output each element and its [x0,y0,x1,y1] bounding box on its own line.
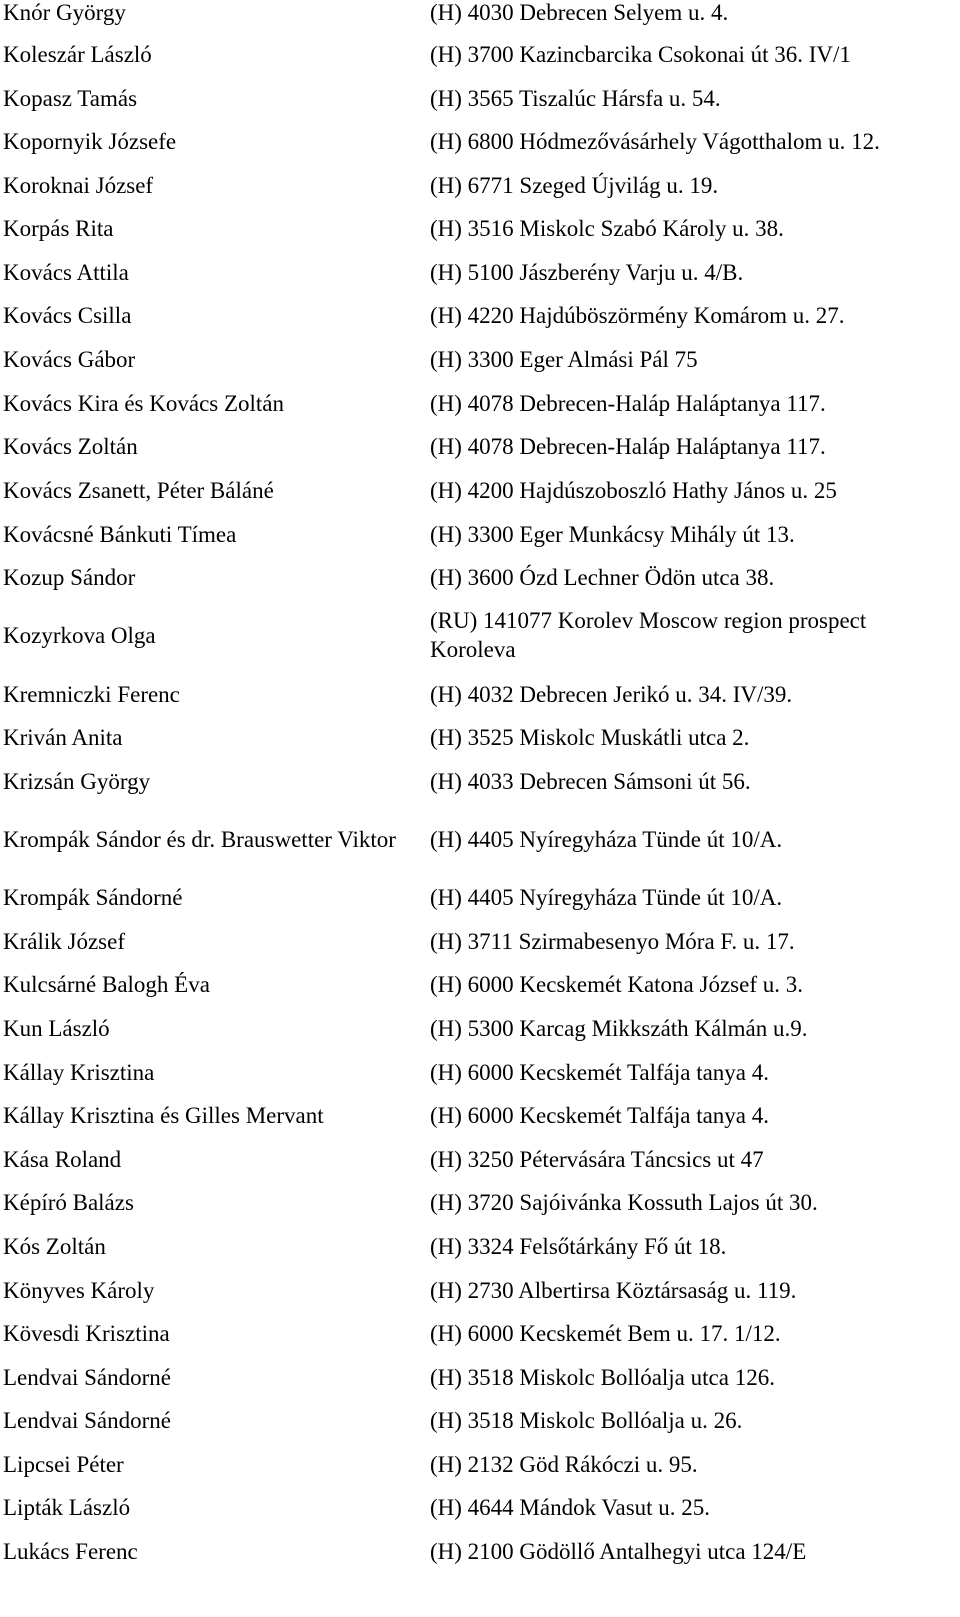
entry-name: Korpás Rita [3,215,114,241]
list-item [0,389,960,417]
entry-address: (RU) 141077 Korolev Moscow region prospect Koroleva [430,608,867,662]
list-item [0,1406,960,1434]
entry-address: (H) 2730 Albertirsa Köztársaság u. 119. [430,1277,797,1303]
list-item [0,680,960,708]
list-item [0,606,960,664]
entry-address: (H) 6000 Kecskemét Talfája tanya 4. [430,1102,770,1128]
list-item [0,127,960,155]
entry-address: (H) 3720 Sajóivánka Kossuth Lajos út 30. [430,1189,818,1215]
entry-address: (H) 3565 Tiszalúc Hársfa u. 54. [430,85,721,111]
list-item [0,810,960,868]
list-item [0,1276,960,1304]
list-item [0,723,960,751]
list-item [0,970,960,998]
entry-name: Kállay Krisztina [3,1059,155,1085]
entry-address: (H) 3518 Miskolc Bollóalja u. 26. [430,1407,743,1433]
entry-name: Kása Roland [3,1146,122,1172]
list-item [0,1363,960,1391]
entry-name: Lendvai Sándorné [3,1407,171,1433]
entry-name: Králik József [3,928,125,954]
entry-address: (H) 6771 Szeged Újvilág u. 19. [430,172,719,198]
list-item [0,1101,960,1129]
entry-name: Lukács Ferenc [3,1538,138,1564]
entry-address: (H) 3300 Eger Almási Pál 75 [430,346,698,372]
entry-address: (H) 4200 Hajdúszoboszló Hathy János u. 25 [430,477,837,503]
list-item [0,883,960,911]
entry-address: (H) 6000 Kecskemét Talfája tanya 4. [430,1059,770,1085]
entry-name: Krizsán György [3,768,151,794]
entry-name: Kopasz Tamás [3,85,138,111]
list-item [0,432,960,460]
list-item [0,1450,960,1478]
entry-name: Koleszár László [3,41,152,67]
entry-name: Kriván Anita [3,724,123,750]
list-item [0,0,960,24]
list-item [0,1188,960,1216]
entry-address: (H) 3711 Szirmabesenyo Móra F. u. 17. [430,928,795,954]
entry-address: (H) 4032 Debrecen Jerikó u. 34. IV/39. [430,681,793,707]
entry-address: (H) 6800 Hódmezővásárhely Vágotthalom u. 12. [430,128,880,154]
entry-name: Kovács Kira és Kovács Zoltán [3,390,285,416]
entry-address: (H) 5100 Jászberény Varju u. 4/B. [430,259,744,285]
entry-name: Kós Zoltán [3,1233,106,1259]
entry-address: (H) 4030 Debrecen Selyem u. 4. [430,0,729,25]
entry-address: (H) 2132 Göd Rákóczi u. 95. [430,1451,698,1477]
entry-name: Lipcsei Péter [3,1451,124,1477]
entry-address: (H) 3324 Felsőtárkány Fő út 18. [430,1233,727,1259]
list-item [0,258,960,286]
list-item [0,1232,960,1260]
entry-name: Krompák Sándor és dr. Brauswetter Viktor [3,826,396,852]
entry-name: Kozyrkova Olga [3,622,156,648]
list-item [0,1493,960,1521]
list-item [0,520,960,548]
entry-name: Lipták László [3,1494,131,1520]
list-item [0,214,960,242]
entry-name: Kozup Sándor [3,564,136,590]
list-item [0,40,960,68]
entry-address: (H) 4078 Debrecen-Haláp Haláptanya 117. [430,433,826,459]
list-item [0,345,960,373]
entry-name: Kovács Csilla [3,302,132,328]
entry-address: (H) 2100 Gödöllő Antalhegyi utca 124/E [430,1538,807,1564]
list-item [0,767,960,795]
entry-name: Kun László [3,1015,110,1041]
entry-address: (H) 4220 Hajdúböszörmény Komárom u. 27. [430,302,845,328]
entry-name: Könyves Károly [3,1277,155,1303]
entry-name: Kovács Zsanett, Péter Báláné [3,477,274,503]
entry-name: Kövesdi Krisztina [3,1320,170,1346]
entry-name: Kovács Attila [3,259,129,285]
entry-address: (H) 3300 Eger Munkácsy Mihály út 13. [430,521,795,547]
list-item [0,171,960,199]
list-item [0,1058,960,1086]
entry-address: (H) 6000 Kecskemét Bem u. 17. 1/12. [430,1320,781,1346]
list-item [0,84,960,112]
list-item [0,1319,960,1347]
entry-name: Képíró Balázs [3,1189,134,1215]
entry-name: Kovács Zoltán [3,433,138,459]
list-item [0,476,960,504]
entry-address: (H) 3600 Ózd Lechner Ödön utca 38. [430,564,775,590]
list-item [0,1014,960,1042]
entry-address: (H) 6000 Kecskemét Katona József u. 3. [430,971,803,997]
entry-address: (H) 5300 Karcag Mikkszáth Kálmán u.9. [430,1015,808,1041]
entry-address: (H) 4405 Nyíregyháza Tünde út 10/A. [430,826,783,852]
entry-address: (H) 3518 Miskolc Bollóalja utca 126. [430,1364,775,1390]
entry-name: Kulcsárné Balogh Éva [3,971,210,997]
list-item [0,1537,960,1565]
entry-name: Kremniczki Ferenc [3,681,180,707]
entry-address: (H) 4033 Debrecen Sámsoni út 56. [430,768,751,794]
entry-name: Krompák Sándorné [3,884,183,910]
entry-address: (H) 4644 Mándok Vasut u. 25. [430,1494,711,1520]
entry-address: (H) 3700 Kazincbarcika Csokonai út 36. IV/1 [430,41,851,67]
entry-name: Koroknai József [3,172,154,198]
list-item [0,563,960,591]
entry-address: (H) 3525 Miskolc Muskátli utca 2. [430,724,750,750]
entry-name: Knór György [3,0,126,25]
entry-name: Lendvai Sándorné [3,1364,171,1390]
entry-name: Kállay Krisztina és Gilles Mervant [3,1102,324,1128]
entry-address: (H) 4405 Nyíregyháza Tünde út 10/A. [430,884,783,910]
entry-name: Kopornyik Józsefe [3,128,177,154]
entry-address: (H) 4078 Debrecen-Haláp Haláptanya 117. [430,390,826,416]
list-item [0,301,960,329]
entry-address: (H) 3250 Pétervására Táncsics ut 47 [430,1146,764,1172]
entry-address: (H) 3516 Miskolc Szabó Károly u. 38. [430,215,784,241]
list-item [0,927,960,955]
entry-name: Kovácsné Bánkuti Tímea [3,521,237,547]
entry-name: Kovács Gábor [3,346,136,372]
list-item [0,1145,960,1173]
